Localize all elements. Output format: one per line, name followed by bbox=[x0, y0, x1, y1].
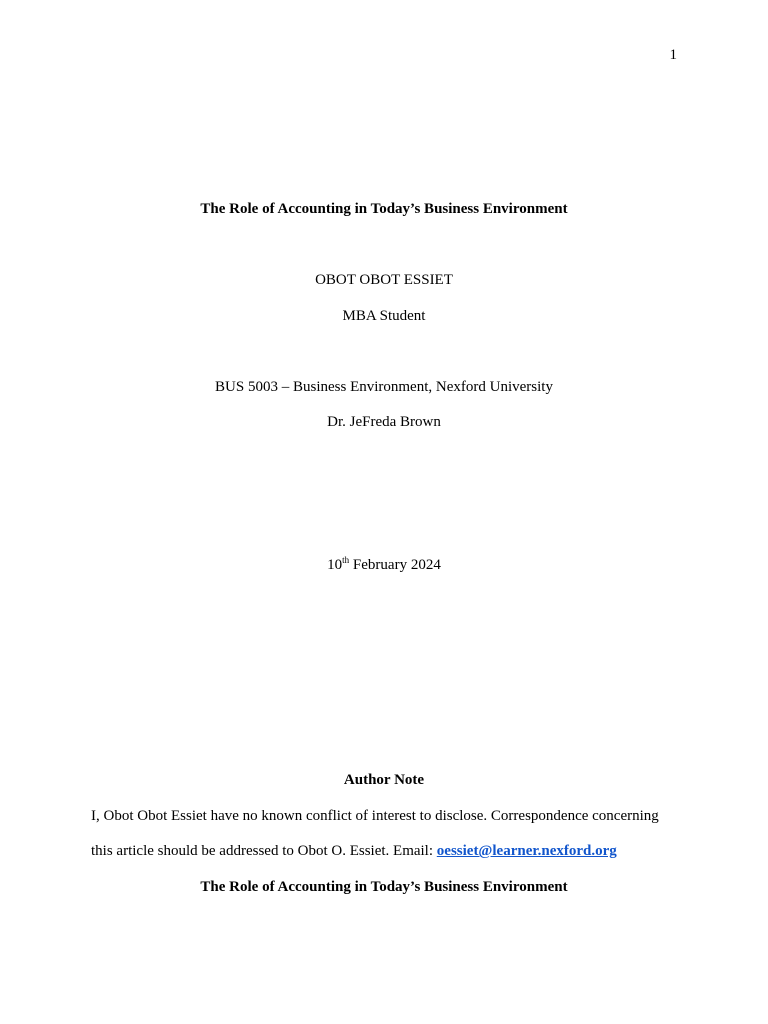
submission-date bbox=[0, 557, 768, 574]
email-link[interactable]: oessiet@learner.nexford.org bbox=[436, 843, 617, 859]
date-suffix: th bbox=[342, 555, 350, 565]
author-name: OBOT OBOT ESSIET bbox=[315, 272, 453, 288]
date-rest: February 2024 bbox=[349, 557, 441, 573]
date-day: 10 bbox=[327, 557, 343, 573]
title-page-title: The Role of Accounting in Today’s Business Environment bbox=[200, 201, 568, 217]
author-note-line-2 bbox=[91, 843, 617, 860]
author-note-line-2-text: this article should be addressed to Obot O. Essiet. Email: bbox=[91, 843, 437, 859]
author-note-line-1: I, Obot Obot Essiet have no known conflict of interest to disclose. Correspondence concerning bbox=[91, 808, 659, 824]
body-title: The Role of Accounting in Today’s Business Environment bbox=[200, 879, 568, 895]
instructor-name: Dr. JeFreda Brown bbox=[327, 414, 441, 430]
page-number: 1 bbox=[669, 47, 677, 63]
author-role: MBA Student bbox=[342, 308, 426, 324]
course-info: BUS 5003 – Business Environment, Nexford University bbox=[215, 379, 553, 395]
author-note-heading: Author Note bbox=[343, 772, 425, 788]
